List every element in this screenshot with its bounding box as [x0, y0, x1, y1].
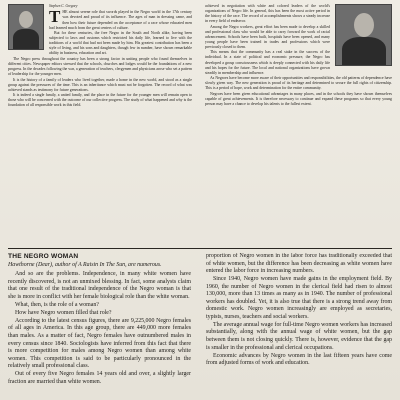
lower-left-column — [8, 253, 191, 400]
paragraph: It is indeed a single family, a united family, and the place in the future for the younger men will remain open to those who will be concerned with the outcome of our collective progress. The study of what happened and why is the foundation of all responsible work in this field. — [8, 93, 192, 108]
paragraph: Since 1940, Negro women have made gains in the employment field. By 1960, the number of Negro women in the clerical field had risen to almost 130,000, more than 13 times as many as in 1940. The number of professional workers has doubled. Yet, it is also true that there is a strong trend away from domestic work. Negro women increasingly are employed as secretaries, typists, nurses, teachers and social workers. — [206, 276, 392, 320]
paragraph: As Negroes have become more aware of their opportunities and responsibilities, the old patterns of dependence have slowly given way. The new generation is proud of its heritage and determined to secure the full rights of citizenship. This is a period of hope, work and determination for the entire community. — [205, 76, 392, 91]
paragraph: Negroes have been given educational advantages in many places, and in the schools they have shown themselves capable of great achievements. It is therefore necessary to continue and expand these programs so that every young person may have a chance to develop his talents to the fullest extent. — [205, 91, 392, 106]
author-photo — [8, 4, 44, 50]
drop-cap: T — [49, 7, 61, 27]
paragraph: The average annual wage for full-time Negro women workers has increased substantially, along with the annual wage of white women, but the gap between them is not closing quickly. There is, however, evidence that the gap is smaller in the professional and clerical occupations. — [206, 321, 392, 351]
paragraph: It is the history of a family of leaders who lived together, made a home in the new world, and stood as a single group against the pressures of the time. This is an inheritance which must not be forgotten. The record of what was achieved stands as testimony for future generations. — [8, 77, 192, 92]
paragraph: This means that the community has a real stake in the success of the individual. In a state of political and economic pressure, the Negro has developed a group consciousness which is deeply connected with his daily life and his hopes for the future. The local and national organizations have grown steadily in membership and influence. — [205, 50, 330, 75]
paragraph: Out of every five Negro females 14 years old and over, a slightly larger fraction are married than white women. — [8, 371, 191, 385]
byline: Hawthorne (Dear), author of A Raisin In The Sun, are numerous. — [8, 261, 162, 268]
photo-caption: Stephen C. Gregory — [49, 4, 78, 8]
paragraph: Economic advances by Negro women in the last fifteen years have come from adjusted forms of work and education. — [206, 352, 392, 367]
paragraph: According to the latest census figures, there are 9,225,000 Negro females of all ages in America. In this age group, there are 449,000 more females than males. As a matter of fact, Negro females have outnumbered males in every census since 1840. Sociologists have inferred from this fact that there is more competition for males among Negro women than among white women. This competition is said to be particularly pronounced in the relatively small professional class. — [8, 317, 191, 370]
paragraph: HE almost serene role that swords played in the Negro world in the 17th century was devoted and proud of its influence. The ages of man in dressing came, and then how their future depended on the acceptance of a race whose educated men had learned much from the great centers of culture. — [49, 10, 192, 30]
paragraph: How have Negro women filled that role? — [15, 309, 112, 316]
portrait-photo — [335, 4, 392, 66]
paragraph: But for these centuries, the free Negro in the South and North alike, having been subjected to laws and customs which restricted his daily life, learned to live with the traditions of a world that had not been made by him. His greatest contribution has been a style of living, and his sons and daughters, though few in number, have shown remarkable ability in business, education and art. — [49, 31, 192, 56]
lower-right-column — [206, 253, 392, 400]
section-divider — [8, 248, 392, 249]
paragraph: achieved in negotiation with white and colored leaders of the world's organizations of Negro life. In general, this has been the most active period in the history of the race. The record of accomplishments shows a steady increase in every field of endeavor. — [205, 4, 330, 24]
upper-right-column — [205, 4, 392, 107]
upper-left-column — [8, 4, 192, 108]
paragraph: Among the Negro workers, great effort has been made to develop a skilled and professional class who would be able to carry forward the work of racial advancement. Schools have been built, hospitals have been opened, and many young people have been trained in trades and professions which were previously closed to them. — [205, 24, 330, 49]
paragraph: And so are the problems. Independence, in many white women have recently discovered, is not an unmixed blessing. In fact, some analysts claim that one result of the traditional independence of the Negro woman is that she is more in conflict with her female biological role than the white woman. — [8, 271, 191, 300]
paragraph: proportion of Negro women in the labor force has traditionally exceeded that of white women, but the difference has been decreasing as white women have entered the labor force in increasing numbers. — [206, 253, 392, 275]
paragraph: What, then, is the role of a woman? — [15, 301, 99, 308]
paragraph: The Negro press throughout the country has been a strong factor in uniting people who found themselves in different cities. Newspaper editors stressed that the schools, churches and lodges would be the foundations of a new progress. In the decades following the war, a generation of teachers, clergymen and physicians arose who set a pattern of leadership for the younger men. — [8, 56, 192, 76]
section-title: THE NEGRO WOMAN — [8, 253, 79, 260]
